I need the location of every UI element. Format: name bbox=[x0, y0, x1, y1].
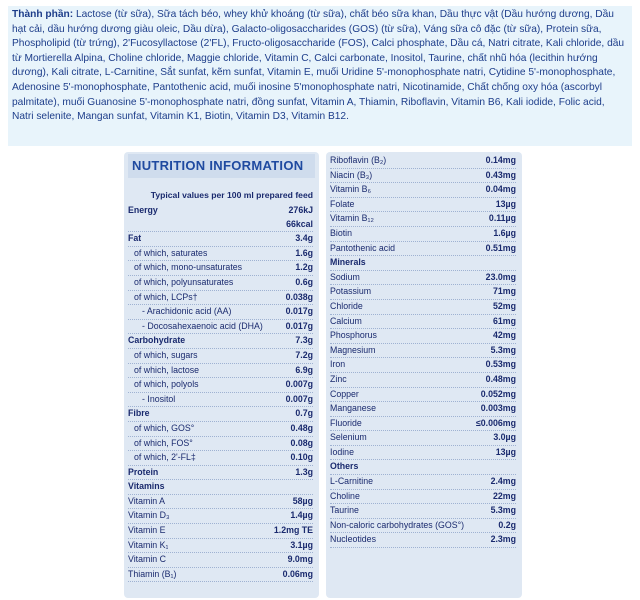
nutrient-label: Vitamin K₁ bbox=[128, 539, 169, 550]
nutrient-row bbox=[128, 204, 313, 218]
nutrient-label: Nucleotides bbox=[330, 534, 376, 545]
nutrient-label: of which, saturates bbox=[134, 247, 208, 258]
nutrient-label: of which, polyols bbox=[134, 379, 199, 390]
nutrient-label: Niacin (B₃) bbox=[330, 169, 373, 180]
nutrient-label: of which, lactose bbox=[134, 364, 200, 375]
nutrient-row bbox=[128, 480, 313, 495]
nutrient-row bbox=[330, 329, 516, 344]
nutrient-label: Riboflavin (B₂) bbox=[330, 155, 387, 165]
nutrient-label: of which, polyunsaturates bbox=[134, 276, 234, 287]
nutrient-label: Vitamin B₆ bbox=[330, 184, 372, 195]
nutrient-label: Taurine bbox=[330, 505, 359, 516]
nutrition-panel-left bbox=[124, 152, 319, 598]
nutrient-value: 3.0µg bbox=[493, 432, 516, 443]
nutrient-value: 0.11µg bbox=[488, 213, 516, 224]
nutrient-row bbox=[330, 198, 516, 213]
nutrient-row bbox=[128, 393, 313, 408]
nutrient-value: 0.7g bbox=[295, 408, 313, 419]
nutrient-value: 0.48g bbox=[290, 422, 313, 433]
nutrient-row bbox=[330, 154, 516, 169]
nutrient-row bbox=[128, 524, 313, 539]
nutrient-row bbox=[330, 446, 516, 461]
nutrient-value: 0.48mg bbox=[485, 373, 516, 384]
nutrient-value: 0.10g bbox=[290, 452, 313, 463]
nutrient-label: of which, 2'-FL‡ bbox=[134, 452, 196, 463]
nutrient-row bbox=[330, 300, 516, 315]
nutrient-label: of which, LCPs† bbox=[134, 291, 198, 302]
nutrient-row bbox=[128, 495, 313, 510]
nutrient-label: Magnesium bbox=[330, 344, 376, 355]
nutrient-row bbox=[128, 451, 313, 466]
nutrient-value: 0.017g bbox=[285, 306, 313, 317]
nutrient-value: 71mg bbox=[493, 286, 516, 297]
nutrient-row bbox=[330, 475, 516, 490]
nutrient-value: 3.4g bbox=[295, 233, 313, 244]
nutrient-row bbox=[128, 291, 313, 306]
nutrient-label: Selenium bbox=[330, 432, 367, 443]
nutrient-label: Thiamin (B₁) bbox=[128, 568, 177, 579]
nutrient-value: 66kcal bbox=[286, 218, 313, 229]
nutrient-value: 0.007g bbox=[285, 379, 313, 390]
nutrient-label: Others bbox=[330, 461, 359, 472]
nutrient-row bbox=[128, 437, 313, 452]
nutrient-value: 2.4mg bbox=[490, 476, 516, 487]
nutrient-row bbox=[330, 242, 516, 257]
nutrient-value: 7.2g bbox=[295, 349, 313, 360]
nutrient-row bbox=[330, 344, 516, 359]
nutrient-label: Vitamin D₃ bbox=[128, 510, 170, 521]
nutrient-value: 58µg bbox=[292, 495, 313, 506]
nutrient-value: 0.007g bbox=[285, 393, 313, 404]
nutrient-label: Phosphorus bbox=[330, 330, 377, 341]
nutrition-title: NUTRITION INFORMATION bbox=[128, 154, 315, 178]
nutrient-row bbox=[330, 271, 516, 286]
nutrient-label: L-Carnitine bbox=[330, 476, 374, 487]
nutrient-label: Carbohydrate bbox=[128, 335, 186, 346]
nutrient-row bbox=[330, 533, 516, 548]
nutrient-value: 6.9g bbox=[295, 364, 313, 375]
nutrient-value: 0.6g bbox=[295, 276, 313, 287]
nutrient-value: 7.3g bbox=[295, 335, 313, 346]
nutrient-value: 1.4µg bbox=[290, 510, 313, 521]
nutrient-value: 1.2g bbox=[295, 262, 313, 273]
nutrient-row bbox=[128, 407, 313, 422]
nutrient-row bbox=[128, 378, 313, 393]
nutrient-row bbox=[330, 431, 516, 446]
nutrient-row bbox=[128, 539, 313, 554]
nutrient-value: 1.6g bbox=[295, 247, 313, 258]
nutrient-label: Energy bbox=[128, 205, 158, 215]
nutrient-row bbox=[128, 349, 313, 364]
nutrient-value: 3.1µg bbox=[290, 539, 313, 550]
nutrient-row bbox=[330, 183, 516, 198]
nutrient-row bbox=[128, 218, 313, 233]
nutrient-label: Pantothenic acid bbox=[330, 242, 396, 253]
nutrient-label: of which, FOS° bbox=[134, 437, 193, 448]
nutrient-label: Vitamins bbox=[128, 481, 165, 492]
nutrient-value: 1.2mg TE bbox=[273, 525, 313, 536]
nutrient-label: Chloride bbox=[330, 300, 363, 311]
nutrient-value: 5.3mg bbox=[490, 344, 516, 355]
nutrient-value: 0.08g bbox=[290, 437, 313, 448]
nutrient-row bbox=[128, 247, 313, 262]
nutrient-row bbox=[330, 417, 516, 432]
nutrient-label: of which, sugars bbox=[134, 349, 198, 360]
nutrient-value: 2.3mg bbox=[490, 534, 516, 545]
nutrient-label: Fibre bbox=[128, 408, 150, 419]
nutrient-row bbox=[330, 358, 516, 373]
nutrient-value: 0.06mg bbox=[282, 568, 313, 579]
ingredients-label: Thành phần: bbox=[12, 9, 74, 20]
nutrient-value: 1.3g bbox=[295, 466, 313, 477]
nutrient-value: 52mg bbox=[493, 300, 516, 311]
nutrient-label: Sodium bbox=[330, 271, 360, 282]
nutrient-row bbox=[330, 256, 516, 271]
nutrient-row bbox=[330, 490, 516, 505]
nutrient-row bbox=[128, 466, 313, 481]
nutrient-value: 1.6µg bbox=[493, 227, 516, 238]
nutrient-row bbox=[330, 315, 516, 330]
typical-values-label: Typical values per 100 ml prepared feed bbox=[150, 190, 313, 200]
nutrient-value: 13µg bbox=[495, 198, 516, 209]
nutrient-label: Calcium bbox=[330, 315, 362, 326]
nutrient-value: 0.14mg bbox=[485, 155, 516, 165]
nutrient-label: Vitamin C bbox=[128, 554, 166, 565]
nutrient-label: - Arachidonic acid (AA) bbox=[142, 306, 232, 317]
nutrient-row bbox=[128, 320, 313, 335]
nutrient-label: Zinc bbox=[330, 373, 347, 384]
ingredients-text: Lactose (từ sữa), Sữa tách béo, whey khử khoáng (từ sữa), chất béo sữa khan, Dầu thực vật (Dầu hướng dương, Dầu hạt cải, dầu hướng dương giàu oleic, Dầu dừa), Galacto-oligosaccharides (GOS) (từ sữa), Váng sữa cô đặc (từ sữa), Protein sữa, Phospholipid (từ trứng), 2'Fucosyllactose (2'FL), Fructo-oligosaccharide (FOS), Calci phosphate, Dầu cá, Natri citrate, Kali chloride, dầu từ Mortierella Alpina, Choline chloride, Maggie chloride, Vitamin C, Calci carbonate, Inositol, Taurine, chất nhũ hóa (lecithin hướng dương), Kali citrate, L-Carnitine, Sắt sunfat, kẽm sunfat, Vitamin E, muối Uridine 5'-monophosphate natri, Cytidine 5'-monophosphate, Adenosine 5'-monophosphate, Pantothenic acid, muối inosine 5'monophosphate natri, Nicotinamide, Chất chống oxy hóa (ascorbyl palmitate), muối Guanosine 5'-monophosphate natri, đồng sunfat, Vitamin A, Thiamin, Riboflavin, Vitamin B6, Kali iodide, Folic acid, Natri selenite, Mangan sunfat, Vitamin K1, Biotin, Vitamin D3, Vitamin B12. bbox=[12, 9, 625, 123]
nutrient-label: Fat bbox=[128, 233, 142, 244]
nutrient-label: - Docosahexaenoic acid (DHA) bbox=[142, 320, 263, 331]
nutrient-value: 5.3mg bbox=[490, 505, 516, 516]
nutrient-row bbox=[330, 227, 516, 242]
nutrient-value: 13µg bbox=[495, 446, 516, 457]
nutrient-label: Potassium bbox=[330, 286, 372, 297]
nutrient-row bbox=[128, 553, 313, 568]
nutrient-label: - Inositol bbox=[142, 393, 176, 404]
nutrient-value: 276kJ bbox=[288, 205, 313, 215]
nutrient-row bbox=[128, 334, 313, 349]
nutrition-panel-right bbox=[326, 152, 522, 598]
nutrient-label: Manganese bbox=[330, 403, 376, 414]
nutrient-row bbox=[330, 519, 516, 534]
nutrient-value: 0.017g bbox=[285, 320, 313, 331]
nutrient-label: Minerals bbox=[330, 257, 366, 268]
nutrient-value: 61mg bbox=[493, 315, 516, 326]
nutrient-row bbox=[330, 169, 516, 184]
nutrient-value: 42mg bbox=[493, 330, 516, 341]
nutrient-value: 0.038g bbox=[285, 291, 313, 302]
nutrient-label: Vitamin B₁₂ bbox=[330, 213, 374, 224]
nutrient-label: Vitamin A bbox=[128, 495, 165, 506]
nutrient-label: Biotin bbox=[330, 227, 353, 238]
nutrient-value: 23.0mg bbox=[485, 271, 516, 282]
nutrient-row bbox=[330, 402, 516, 417]
nutrient-row bbox=[128, 364, 313, 379]
nutrient-label: Iodine bbox=[330, 446, 354, 457]
nutrient-value: 0.052mg bbox=[480, 388, 516, 399]
nutrient-row bbox=[128, 509, 313, 524]
nutrient-label: Fluoride bbox=[330, 417, 362, 428]
nutrient-label: Choline bbox=[330, 490, 360, 501]
nutrient-row bbox=[330, 373, 516, 388]
nutrient-row bbox=[128, 261, 313, 276]
nutrient-row bbox=[128, 305, 313, 320]
nutrient-row bbox=[330, 212, 516, 227]
nutrient-row bbox=[330, 460, 516, 475]
nutrient-value: 9.0mg bbox=[287, 554, 313, 565]
nutrient-label: Non-caloric carbohydrates (GOS°) bbox=[330, 519, 465, 530]
nutrient-label: Protein bbox=[128, 466, 159, 477]
nutrient-value: 0.43mg bbox=[485, 169, 516, 180]
nutrient-value: 0.003mg bbox=[480, 403, 516, 414]
nutrient-value: ≤0.006mg bbox=[475, 417, 516, 428]
nutrient-row bbox=[330, 285, 516, 300]
ingredients-block bbox=[8, 6, 632, 146]
nutrient-value: 0.2g bbox=[498, 519, 516, 530]
nutrient-row bbox=[330, 504, 516, 519]
nutrient-row bbox=[128, 232, 313, 247]
nutrient-value: 0.53mg bbox=[485, 359, 516, 370]
nutrient-row bbox=[128, 276, 313, 291]
nutrient-label: of which, GOS° bbox=[134, 422, 195, 433]
nutrient-row bbox=[128, 568, 313, 583]
nutrient-value: 22mg bbox=[493, 490, 516, 501]
nutrient-label: Vitamin E bbox=[128, 525, 166, 536]
nutrient-label: Folate bbox=[330, 198, 355, 209]
nutrient-label: Iron bbox=[330, 359, 346, 370]
nutrient-value: 0.51mg bbox=[485, 242, 516, 253]
nutrient-value: 0.04mg bbox=[485, 184, 516, 195]
nutrient-label: of which, mono-unsaturates bbox=[134, 262, 243, 273]
nutrient-row bbox=[128, 422, 313, 437]
left-rows bbox=[128, 204, 313, 582]
nutrient-label: Copper bbox=[330, 388, 359, 399]
right-rows bbox=[330, 154, 516, 548]
nutrient-row bbox=[330, 388, 516, 403]
